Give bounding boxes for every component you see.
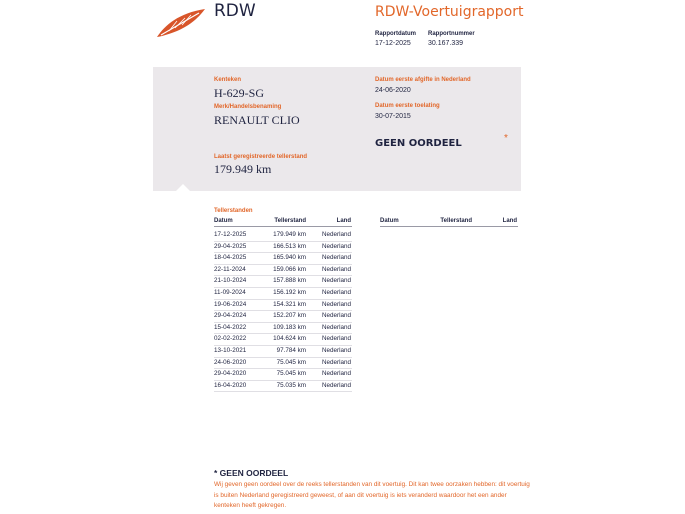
first-admission-value: 30-07-2015 <box>375 113 411 120</box>
row-country: Nederland <box>321 346 351 354</box>
row-date: 24-06-2020 <box>214 358 247 366</box>
report-date-label: Rapportdatum <box>375 31 416 37</box>
row-country: Nederland <box>321 277 351 285</box>
row-odometer: 75.045 km <box>276 370 306 378</box>
col-header-country: Land <box>336 218 351 224</box>
row-odometer: 166.513 km <box>273 242 306 250</box>
table-row <box>214 230 352 242</box>
col-header-odometer: Tellerstand <box>440 218 472 224</box>
table-row <box>214 369 352 381</box>
report-date-value: 17-12-2025 <box>375 40 411 47</box>
verdict-asterisk: * <box>504 133 508 144</box>
row-country: Nederland <box>321 254 351 262</box>
odometer-table-header-right <box>380 218 518 227</box>
row-date: 15-04-2022 <box>214 323 247 331</box>
row-country: Nederland <box>321 335 351 343</box>
odometer-table-body <box>214 230 352 392</box>
row-date: 02-02-2022 <box>214 335 247 343</box>
col-header-odometer: Tellerstand <box>274 218 306 224</box>
plate-label: Kenteken <box>214 77 242 83</box>
table-row <box>214 311 352 323</box>
row-date: 11-09-2024 <box>214 288 246 296</box>
row-country: Nederland <box>321 300 351 308</box>
row-country: Nederland <box>321 323 351 331</box>
table-row <box>214 346 352 358</box>
row-odometer: 154.321 km <box>273 300 306 308</box>
make-label: Merk/Handelsbenaming <box>214 104 282 110</box>
col-header-date: Datum <box>214 218 233 224</box>
brand-name: RDW <box>214 1 256 21</box>
table-row <box>214 381 352 393</box>
row-odometer: 97.784 km <box>276 346 306 354</box>
table-row <box>214 253 352 265</box>
table-row <box>214 242 352 254</box>
row-country: Nederland <box>321 242 351 250</box>
vehicle-summary-panel <box>153 67 521 191</box>
row-date: 13-10-2021 <box>214 346 247 354</box>
row-country: Nederland <box>321 381 351 389</box>
row-date: 29-04-2025 <box>214 242 247 250</box>
row-country: Nederland <box>321 231 351 238</box>
row-date: 17-12-2025 <box>214 231 247 238</box>
table-row <box>214 265 352 277</box>
col-header-country: Land <box>502 218 517 224</box>
table-row <box>214 288 352 300</box>
row-date: 21-10-2024 <box>214 277 247 285</box>
row-odometer: 157.888 km <box>273 277 306 285</box>
row-country: Nederland <box>321 288 351 296</box>
row-country: Nederland <box>321 370 351 378</box>
row-odometer: 75.045 km <box>276 358 306 366</box>
table-row <box>214 334 352 346</box>
row-date: 19-06-2024 <box>214 300 247 308</box>
odometer-table-title: Tellerstanden <box>214 208 253 214</box>
row-date: 18-04-2025 <box>214 254 247 262</box>
make-value: RENAULT CLIO <box>214 113 300 127</box>
row-odometer: 165.940 km <box>273 254 306 262</box>
row-country: Nederland <box>321 312 351 320</box>
row-odometer: 104.624 km <box>273 335 306 343</box>
row-odometer: 109.183 km <box>273 323 306 331</box>
table-row <box>214 358 352 370</box>
table-row <box>214 276 352 288</box>
row-date: 29-04-2024 <box>214 312 247 320</box>
footnote-text: Wij geven geen oordeel over de reeks tellerstanden van dit voertuig. Dit kan twee oorzaken hebben: dit voertuig is buiten Nederland geregistreerd geweest, of aan dit voertuig is iets veranderd waardoor het een ander kenteken heeft gekregen. <box>214 481 530 509</box>
row-odometer: 159.066 km <box>273 265 306 273</box>
row-odometer: 152.207 km <box>273 312 306 320</box>
report-title: RDW-Voertuigrapport <box>375 4 524 20</box>
verdict-text: GEEN OORDEEL <box>375 138 462 149</box>
first-registration-nl-label: Datum eerste afgifte in Nederland <box>375 77 471 83</box>
row-odometer: 179.949 km <box>273 231 306 238</box>
row-country: Nederland <box>321 358 351 366</box>
row-country: Nederland <box>321 265 351 273</box>
row-odometer: 156.192 km <box>273 288 306 296</box>
row-date: 16-04-2020 <box>214 381 247 389</box>
first-admission-label: Datum eerste toelating <box>375 103 440 109</box>
table-row <box>214 300 352 312</box>
row-date: 22-11-2024 <box>214 265 246 273</box>
row-odometer: 75.035 km <box>276 381 306 389</box>
plate-value: H-629-SG <box>214 86 264 100</box>
col-header-date: Datum <box>380 218 399 224</box>
footnote-title: * GEEN OORDEEL <box>214 468 289 478</box>
last-odometer-label: Laatst geregistreerde tellerstand <box>214 154 308 160</box>
report-number-label: Rapportnummer <box>428 31 475 37</box>
panel-notch <box>175 184 191 192</box>
rdw-feather-logo-icon <box>155 7 207 39</box>
odometer-table-header-left <box>214 218 352 227</box>
row-date: 29-04-2020 <box>214 370 247 378</box>
report-number-value: 30.167.339 <box>428 40 464 47</box>
first-registration-nl-value: 24-06-2020 <box>375 87 411 94</box>
table-row <box>214 323 352 335</box>
last-odometer-value: 179.949 km <box>214 162 272 176</box>
